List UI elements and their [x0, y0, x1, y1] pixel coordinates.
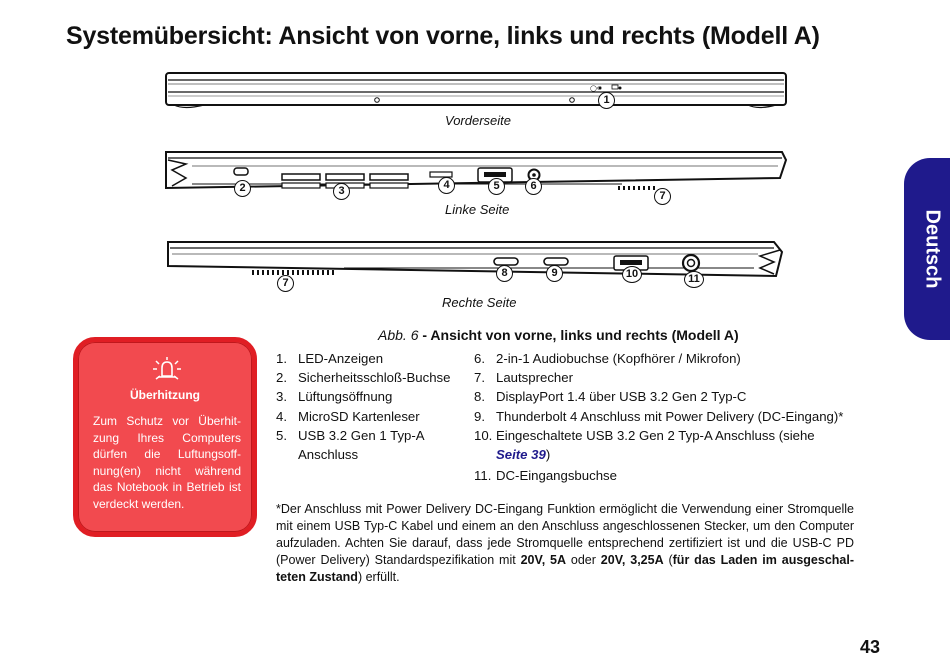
- warning-title: Überhitzung: [130, 388, 200, 402]
- callout-9: 9: [546, 265, 563, 282]
- callout-11: 11: [684, 271, 704, 288]
- component-list-right: [474, 349, 864, 485]
- callout-10: 10: [622, 266, 642, 283]
- callout-8: 8: [496, 265, 513, 282]
- left-side-caption: Linke Seite: [445, 202, 510, 217]
- list-item: 7. Lautsprecher: [474, 370, 573, 386]
- callout-6: 6: [525, 178, 542, 195]
- callout-2: 2: [234, 180, 251, 197]
- overheating-warning-box: [73, 337, 257, 537]
- list-item: 5. USB 3.2 Gen 1 Typ-A Anschluss: [276, 427, 424, 463]
- svg-text:◯⊂: ◯⊂: [590, 85, 602, 92]
- page-link[interactable]: Seite 39: [496, 447, 546, 463]
- callout-7-right: 7: [277, 275, 294, 292]
- list-item: 6. 2-in-1 Audiobuchse (Kopfhörer / Mikrofon): [474, 351, 741, 366]
- figure-separator: -: [418, 327, 431, 343]
- page-number: 43: [860, 637, 881, 657]
- list-item: 8. DisplayPort 1.4 über USB 3.2 Gen 2 Typ-C: [474, 389, 747, 405]
- page-title: Systemübersicht: Ansicht von vorne, links und rechts (Modell A): [66, 22, 820, 50]
- front-view-caption: Vorderseite: [445, 113, 511, 128]
- front-view-illustration: [160, 70, 792, 110]
- figure-caption: [378, 327, 739, 343]
- list-item: 11. DC-Eingangsbuchse: [474, 468, 617, 484]
- callout-4: 4: [438, 177, 455, 194]
- callout-5: 5: [488, 178, 505, 195]
- callout-1: 1: [598, 92, 615, 109]
- left-side-illustration: [162, 148, 788, 196]
- power-delivery-footnote: *Der Anschluss mit Power Delivery DC-Eingang Funktion ermöglicht die Verwendung einer Stromquelle mit einem USB Typ-C Kabel und einem an den Anschluss angeschlossenen Stecker, um den Computer aufzuladen. Achten Sie darauf, dass jede Stromquelle entsprechend zertifiziert ist und die USB-C PD (Power Delivery) Standardspezifikation mit 20V, 5A oder 20V, 3,25A (für das Laden im ausgeschal-teten Zustand) erfüllt.: [276, 502, 854, 584]
- list-item: 10. Eingeschaltete USB 3.2 Gen 2 Typ-A Anschluss (siehe Seite 39): [474, 427, 815, 463]
- callout-7-left: 7: [654, 188, 671, 205]
- list-item: 1. LED-Anzeigen: [276, 351, 384, 366]
- figure-title: Ansicht von vorne, links und rechts (Modell A): [430, 327, 739, 343]
- figure-number: Abb. 6: [378, 327, 419, 343]
- list-item: 4. MicroSD Kartenleser: [276, 408, 420, 424]
- language-tab-label: Deutsch: [921, 209, 944, 289]
- overheating-warning-icon: [152, 356, 182, 382]
- list-item: 3. Lüftungsöffnung: [276, 389, 393, 405]
- callout-3: 3: [333, 183, 350, 200]
- warning-text: Zum Schutz vor Überhit-zung Ihres Computers dürfen die Luftungsoff-nung(en) nicht während das Notebook in Betrieb ist verdeckt werden.: [93, 414, 241, 511]
- component-list-left: [276, 349, 466, 464]
- right-side-caption: Rechte Seite: [442, 295, 517, 310]
- list-item: 2. Sicherheitsschloß-Buchse: [276, 370, 451, 386]
- list-item: 9. Thunderbolt 4 Anschluss mit Power Delivery (DC-Eingang)*: [474, 408, 844, 424]
